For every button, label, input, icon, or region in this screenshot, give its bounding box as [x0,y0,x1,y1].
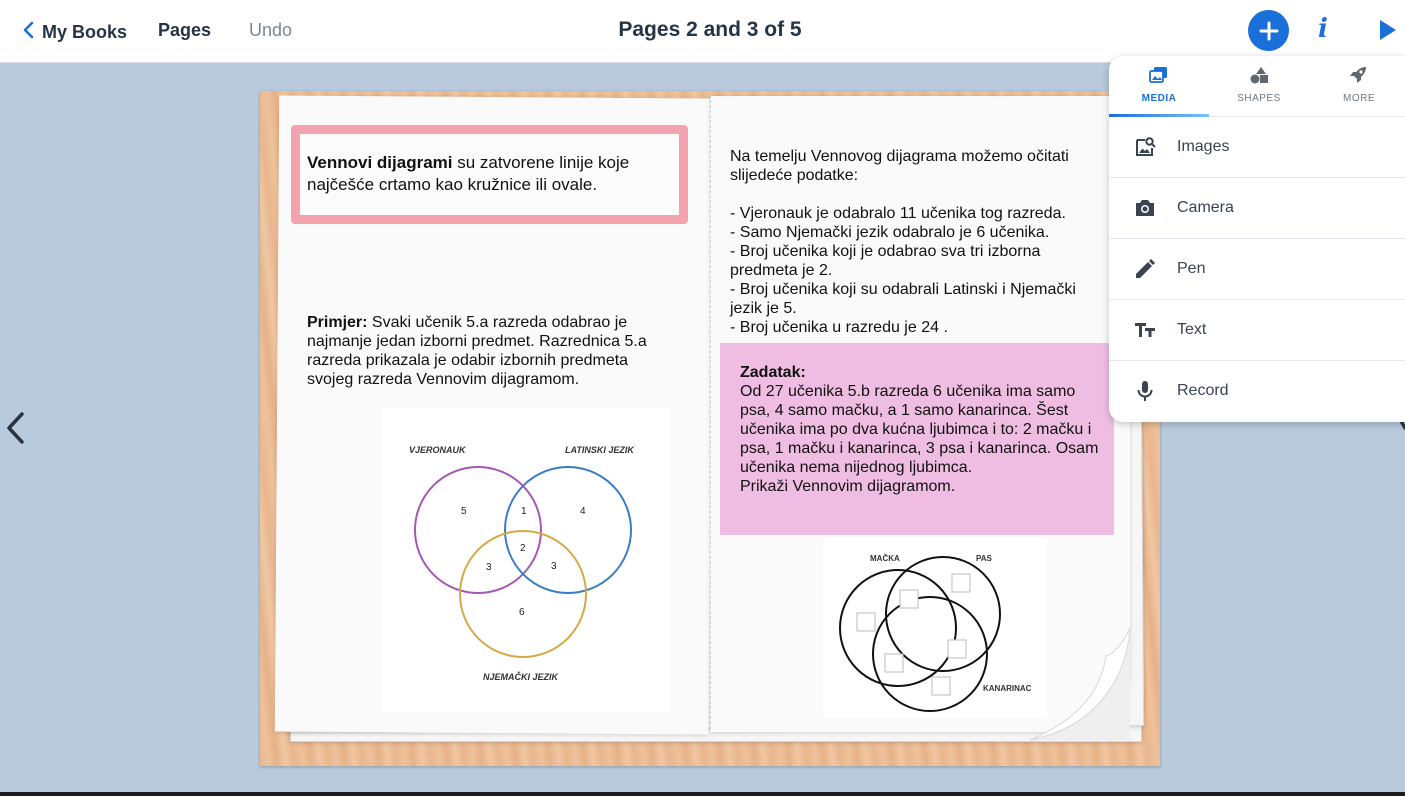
pages-button[interactable]: Pages [158,20,212,40]
venn-value-all-three: 2 [520,543,526,554]
chevron-left-icon [4,410,26,446]
rocket-icon [1349,66,1369,84]
venn-value-religion-latin: 1 [521,506,527,517]
text-icon [1133,318,1157,342]
tab-shapes[interactable] [1209,66,1309,114]
task-body: Od 27 učenika 5.b razreda 6 učenika ima samo psa, 4 samo mačku, a 1 samo kanarinca. Šest učenika ima po dva kućna ljubimca i to: 2 mačku i psa, 1 mačku i kanarinca, 3 psa i kanarinca. Osam učenika nema nijednog ljubimca. [740,383,1099,476]
answer-box [857,613,875,631]
venn-label-cat: MAČKA [870,554,900,563]
page-curl [1030,628,1145,743]
menu-item-pen[interactable] [1109,239,1405,300]
microphone-icon [1133,379,1157,403]
panel-tabs [1109,56,1405,117]
answer-box [900,590,918,608]
plus-icon [1258,20,1280,42]
menu-item-text-label: Text [1177,321,1207,338]
insert-panel [1109,56,1405,422]
definition-rest: su zatvorene linije koje najčešće crtamo kao kružnice ili ovale. [307,153,630,194]
venn-label-canary: KANARINAC [983,684,1032,693]
tab-shapes-label: SHAPES [1237,93,1281,104]
my-books-label: My Books [42,21,128,42]
menu-item-camera[interactable] [1109,178,1405,239]
page-title: Pages 2 and 3 of 5 [618,18,802,41]
answer-box [952,574,970,592]
venn-diagram-pets[interactable] [823,537,1047,718]
venn-value-only-religion: 5 [461,506,467,517]
fact-item: - Broj učenika koji su odabrali Latinski i Njemački jezik je 5. [730,281,1076,317]
pen-icon [1133,257,1157,281]
task-last-line: Prikaži Vennovim dijagramom. [740,478,956,495]
venn-label-religion: VJERONAUK [409,445,466,455]
answer-box [948,640,966,658]
tab-media[interactable] [1109,66,1209,114]
previous-page-button[interactable] [4,410,26,451]
fact-item: - Broj učenika koji je odabrao sva tri izborna predmeta je 2. [730,243,1041,279]
menu-item-text[interactable] [1109,300,1405,361]
top-bar [0,0,1405,63]
info-icon: i [1318,14,1328,44]
venn-value-only-latin: 4 [580,506,586,517]
page-fold [710,95,711,729]
info-button[interactable] [1318,14,1328,44]
tab-more[interactable] [1309,66,1405,114]
facts-list[interactable] [730,204,1110,337]
answer-box [932,677,950,695]
camera-icon [1133,196,1157,220]
chevron-left-icon [22,21,34,43]
definition-bold: Vennovi dijagrami [307,153,453,172]
example-bold: Primjer: [307,314,368,331]
example-text[interactable] [307,313,677,389]
fact-item: - Broj učenika u razredu je 24 . [730,319,948,336]
media-icon [1149,66,1169,84]
venn-label-german: NJEMAČKI JEZIK [483,672,559,682]
shapes-icon [1249,66,1269,84]
venn-label-latin: LATINSKI JEZIK [565,445,634,455]
fact-item: - Samo Njemački jezik odabralo je 6 učenika. [730,224,1050,241]
task-title: Zadatak: [740,364,806,381]
menu-item-record[interactable] [1109,361,1405,421]
venn-value-latin-german: 3 [551,561,557,572]
image-search-icon [1133,135,1157,159]
task-text[interactable] [740,363,1100,496]
venn-value-religion-german: 3 [486,562,492,573]
menu-item-camera-label: Camera [1177,199,1234,216]
my-books-button[interactable] [22,18,127,46]
tab-more-label: MORE [1343,93,1375,104]
venn-circle-latin [505,467,631,593]
venn-value-only-german: 6 [519,607,525,618]
bottom-edge [0,792,1405,796]
menu-item-record-label: Record [1177,382,1229,399]
venn-diagram-subjects[interactable] [382,408,671,712]
tab-media-label: MEDIA [1141,93,1177,104]
menu-item-images[interactable] [1109,117,1405,178]
menu-item-images-label: Images [1177,138,1230,155]
undo-button[interactable]: Undo [249,20,293,40]
venn-label-dog: PAS [976,554,992,563]
definition-text[interactable] [307,152,677,196]
play-button[interactable] [1378,18,1398,47]
fact-item: - Vjeronauk je odabralo 11 učenika tog razreda. [730,205,1066,222]
menu-item-pen-label: Pen [1177,260,1206,277]
play-icon [1378,18,1398,42]
add-button[interactable] [1248,10,1289,51]
answer-box [885,654,903,672]
example-rest: Svaki učenik 5.a razreda odabrao je najmanje jedan izborni predmet. Razrednica 5.a razreda prikazala je odabir izbornih predmeta svojeg razreda Vennovim dijagramom. [307,314,647,388]
right-intro-text[interactable]: Na temelju Vennovog dijagrama možemo očitati slijedeće podatke: [730,148,1069,184]
